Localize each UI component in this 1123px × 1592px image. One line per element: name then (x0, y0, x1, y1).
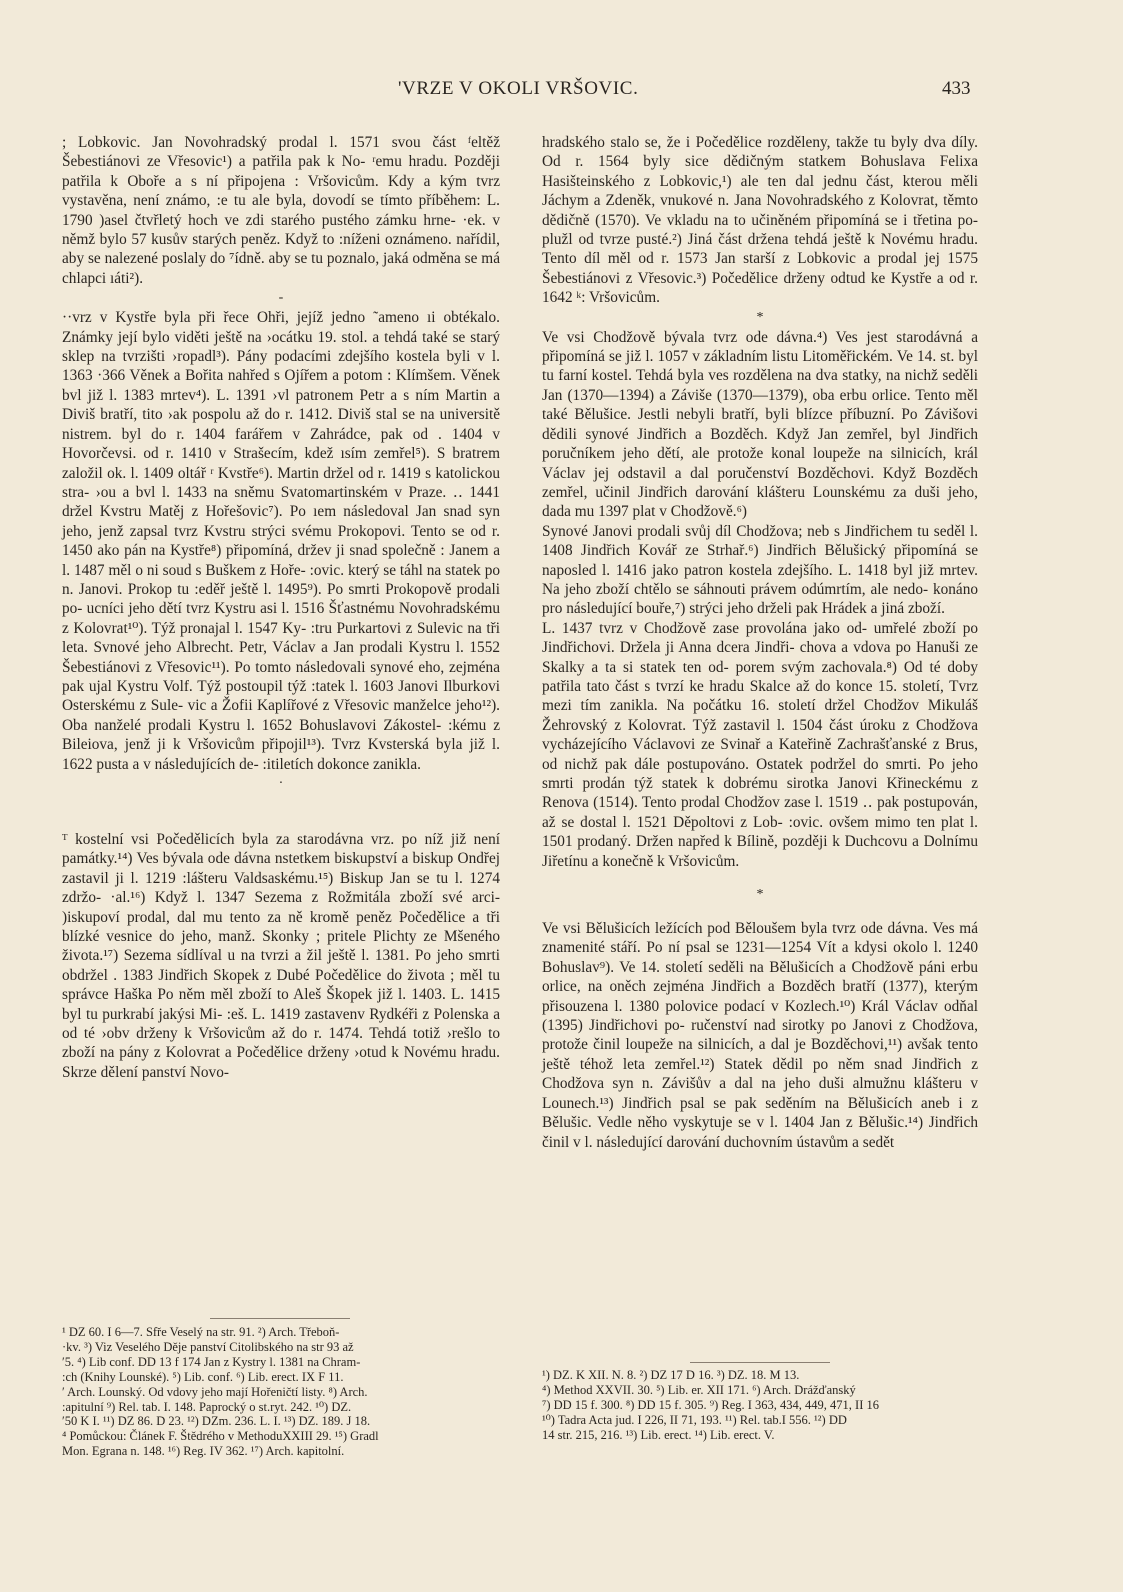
page-number: 433 (942, 78, 971, 99)
footnote-line: ⁴) Method XXVII. 30. ⁵) Lib. er. XII 171. ⁶) Arch. Drážďanský (542, 1382, 856, 1397)
footnote-rule (210, 1318, 350, 1319)
footnote-line: ⁴ Pomůckou: Článek F. Štědrého v MethoduXXIII 29. ¹⁵) Gradl (62, 1429, 379, 1444)
paragraph-belusice: Ve vsi Bělušicích ležících pod Běloušem byla tvrz ode dávna. Ves má znamenité stáří. Po ní psal se 1231—1254 Vít a kdysi okolo l. 1240 Bohuslav⁹). Ve 14. století seděli na Bělušicích a Chodžově páni erbu orlice, na oněch zejména Jindřich a Bozděch bratří (1377), kterým přisouzena l. 1380 polovice podací v Kozlech.¹⁰) Král Václav odňal (1395) Jindřichovi po- ručenství nad sirotky po Janovi z Chodžova, protože činil loupeže na silnicích, a dal je Bozděchovi,¹¹) avšak tento ještě téhož leta zemřel.¹²) Statek dědil po něm snad Jindřich z Chodžova syn n. Závišův a dal na jeho duši almužnu klášteru v Lounech.¹³) Jindřich psal se pak seděním na Bělušicích aneb i z Bělušic. Vedle něho vyskytuje se v l. 1404 Jan z Bělušic.¹⁴) Jindřich činil v l. následující darování duchovním ústavům a sedět (542, 920, 978, 1151)
footnote-line: ʹ Arch. Lounský. Od vdovy jeho mají Hořeničtí listy. ⁸) Arch. (62, 1384, 368, 1399)
section-separator: * (756, 309, 764, 325)
footnote-line: ¹ DZ 60. I 6—7. Sfře Veselý na str. 91. ²) Arch. Třeboň- (62, 1325, 340, 1339)
footnote-rule (690, 1362, 830, 1363)
right-column (542, 133, 978, 1152)
page-header (0, 78, 1123, 108)
footnote-line: ¹⁰) Tadra Acta jud. I 226, II 71, 193. ¹¹) Rel. tab.I 556. ¹²) DD (542, 1412, 847, 1427)
footnote-line: ⁷) DD 15 f. 300. ⁸) DD 15 f. 305. ⁹) Reg. I 363, 434, 449, 471, II 16 (542, 1397, 879, 1412)
footnote-line: :ch (Knihy Lounské). ⁵) Lib. conf. ⁶) Lib. erect. IX F 11. (62, 1369, 344, 1384)
section-separator: · (278, 776, 284, 791)
footnote-line: Mon. Egrana n. 148. ¹⁶) Reg. IV 362. ¹⁷) Arch. kapitolní. (62, 1444, 345, 1459)
running-title: 'VRZE V OKOLI VRŠOVIC. (398, 78, 639, 99)
footnote-line: 14 str. 215, 216. ¹³) Lib. erect. ¹⁴) Lib. erect. V. (542, 1427, 775, 1442)
paragraph-lobkovic: ; Lobkovic. Jan Novohradský prodal l. 1571 svou část ᶠeltěž Šebestiánovi ze Vřesovic¹) a patřila pak k No- ʳemu hradu. Později patřila k Oboře a s ní připojena : Vršovicům. Kdy a kým tvrz vystavěna, není známo, :e tu ale byla, dovodí se tímto příběhem: L. 1790 )asel čtvřletý hoch ve zdi starého pustého zámku hrne- ·ek. v němž bylo 57 kusův starých peněz. Když to :níženi oznámeno. nařídil, aby se nalezené poslaly do ⁷ídně. aby se tu poznalo, jaká odměna se má chlapci ıáti²). (62, 134, 500, 287)
section-separator: - (278, 290, 284, 306)
footnote-line: ¹) DZ. K XII. N. 8. ²) DZ 17 D 16. ³) DZ. 18. M 13. (542, 1368, 800, 1382)
paragraph-chodzov-1437: L. 1437 tvrz v Chodžově zase provolána jako od- umřelé zboží po Jindřichovi. Držela ji Anna dcera Jindři- chova a vdova po Hanuši ze Skalky a ta si statek ten od- porem svým zachovala.⁸) Od té doby patřila tato část s tvrzí ke hradu Skalce až do konce 15. století, Tvrz mezi tím zanikla. Na počátku 16. století držel Chodžov Mikuláš Žehrovský z Kolovrat. Týž zastavil l. 1504 část úroku z Chodžova vycházejícího Václavovi ze Svinař a Kateřině Zachrašťanské z Brus, od nichž pak dále postupováno. Ostatek podržel do smrti. Po jeho smrti prodán týž statek k dobrému sirotka Janovi Křineckému z Renova (1514). Tento prodal Chodžov zase l. 1519 ‥ pak postupován, až se dostal l. 1521 Děpoltovi z Lob- :ovic. ovšem mimo ten plat l. 1501 prodaný. Držen napřed k Bílině, později k Duchcovu a Dolnímu Jiřetínu a konečně k Vršovicům. (542, 619, 978, 870)
paragraph-pocedelice: ᵀ kostelní vsi Počedělicích byla za starodávna vrz. po níž již není památky.¹⁴) Ves bývala ode dávna nstetkem biskupství a biskup Ondřej zastavil ji l. 1219 :lášteru Valdsaskému.¹⁵) Biskup Jan se tu l. 1274 zdržo- ·al.¹⁶) Když l. 1347 Sezema z Rožmitála zboží své arci- )iskupoví prodal, dal mu tento za ně kromě peněz Počedělice a tři blízké vesnice do jeho, manž. Skonky ; pritele Plichty ze Mšeného života.¹⁷) Sezema sídlíval u na tvrzi a žil ještě l. 1381. Po jeho smrti obdržel . 1383 Jindřich Skopek z Dubé Počedělice do života ; měl tu správce Haška Po něm měl zboží to Aleš Škopek již l. 1403. L. 1415 byl tu purkrabí jakýsi Mi- :eš. L. 1419 zastavenv Rydkéři z Polenska a od té ›obv drženy k Vršovicům až do r. 1474. Tehdá totiž ›rešlo to zboží na pány z Kolovrat a Počedělice drženy ›otud k Novému hradu. Skrze dělení panství Novo- (62, 831, 500, 1081)
paragraph-chodzov: Ve vsi Chodžově bývala tvrz ode dávna.⁴) Ves jest starodávná a připomíná se již l. 1057 v základním listu Litoměřickém. Ve 14. st. byl tu farní kostel. Tehdá byla ves rozdělena na dva statky, na nichž seděli Jan (1370—1394) a Záviše (1370—1379), oba erbu orlice. Tento měl také Bělušice. Jestli nebyli bratří, byli blízce příbuzní. Po Závišovi dědili synové Jindřich a Bozděch. Když Jan zemřel, byl Jindřich poručníkem jeho dětí, ale protože konal loupeže na silnicích, král Václav jej odstavil a dal poručenství Bozděchovi. Když Bozděch zemřel, učinil Jindřich darování klášteru Lounskému za duši jeho, dada mu 1397 plat v Chodžově.⁶) (542, 328, 978, 521)
section-separator: * (756, 887, 764, 903)
left-column (62, 133, 500, 1082)
footnote-line: ·kv. ³) Viz Veselého Děje panství Citolibského na str 93 až (62, 1339, 354, 1354)
footnote-line: ʹ50 K I. ¹¹) DZ 86. D 23. ¹²) DZm. 236. L. I. ¹³) DZ. 189. J 18. (62, 1414, 371, 1429)
footnote-line: ʹ5. ⁴) Lib conf. DD 13 f 174 Jan z Kystry l. 1381 na Chram- (62, 1354, 361, 1369)
footnotes-left (62, 1325, 500, 1459)
paragraph-kystre: ··vrz v Kystře byla při řece Ohři, jejíž jedno ˜ameno ıi obtékalo. Známky její bylo viděti ještě na ›ocátku 19. stol. a tehdá také se starý sklep na tvrzišti ›ropadl³). Pány podacími zdejšího kostela byli v l. 1363 ·366 Věnek a Bořita nahřed s Ojířem a potom : Klímšem. Věnek bvl již l. 1383 mrtev⁴). L. 1391 ›vl patronem Petr a s ním Martin a Diviš bratří, tito ›ak pospolu až do r. 1412. Diviš stal se na universitě nistrem. byl do r. 1404 farářem v Zahrádce, pak od . 1404 v Hovorčevsi. od r. 1410 v Strašecím, kdež ısím zemřel⁵). S bratrem založil ok. l. 1409 oltář ʳ Kvstře⁶). Martin držel od r. 1419 s katolickou stra- ›ou a bvl l. 1433 na sněmu Svatomartinském v Praze. ‥ 1441 držel Kvstru Matěj z Hořešovic⁷). Po ıem následoval Jan snad syn jeho, jenž zapsal tvrz Kvstru strýci svému Prokopovi. Tento se od r. 1450 ako pán na Kystře⁸) připomíná, držev ji snad společně : Janem a l. 1487 měl o ni soud s Buškem z Hoře- :ovic. který se táhl na statek po n. Janovi. Prokop tu :eděř ještě l. 1495⁹). Po smrti Prokopově prodali po- ucníci jeho dětí tvrz Kystru asi l. 1516 Šťastnému Novohradskému z Kolovrat¹⁰). Týž pronajal l. 1547 Ky- :tru Purkartovi z Sulevic na tři leta. Svnové jeho Albrecht. Petr, Václav a Jan prodali Kystru l. 1552 Šebestiánovi z Vřesovic¹¹). Po tomto následovali synové eho, zejména pak ujal Kystru Volf. Týž postoupil týž :tatek l. 1603 Janovi Ilburkovi Osterskému z Sule- vic a Žofii Kaplířové z Vřesovic manželce jeho¹²). Oba nanželé prodali Kystru l. 1652 Bohuslavovi Zákostel- :kému z Bileiova, jenž ji k Vršovicům připojil¹³). Tvrz Kvsterská byla již l. 1622 pusta a v následujících de- :itiletích dokonce zanikla. (62, 309, 500, 773)
footnotes-right (542, 1368, 978, 1443)
footnote-line: :apitulní ⁹) Rel. tab. I. 148. Paprocký o st.ryt. 242. ¹⁰) DZ. (62, 1399, 352, 1414)
paragraph-pocedelice-cont: hradského stalo se, že i Počedělice rozděleny, takže tu byly dva díly. Od r. 1564 byly sice dědičným statkem Bohuslava Felixa Hasišteinského z Lobkovic,¹) ale ten dal jednu část, kterou měli Jáchym a Zdeněk, vnukové n. Jana Novohradského z Kolovrat, těmto dědičně (1570). Ve vkladu na to učiněném připomíná se i třetina po- plužl od tvrze pusté.²) Jiná část držena tehdá ještě k Novému hradu. Tento díl měl od r. 1573 Jan starší z Lobkovic a prodal jej 1575 Šebestiánovi z Vřesovic.³) Počedělice drženy odtud ke Kystře a od r. 1642 ᵏ: Vršovicům. (542, 134, 978, 307)
paragraph-chodzov-synove: Synové Janovi prodali svůj díl Chodžova; neb s Jindřichem tu seděl l. 1408 Jindřich Kovář ze Strhař.⁶) Jindřich Bělušický připomíná se naposled l. 1416 jako patron kostela zdejšího. L. 1418 byl již mrtev. Na jeho zboží chtělo se sáhnouti právem odúmrtím, ale nedo- konáno pro následující bouře,⁷) strýci jeho drželi pak Hrádek a jiná zboží. (542, 522, 978, 618)
